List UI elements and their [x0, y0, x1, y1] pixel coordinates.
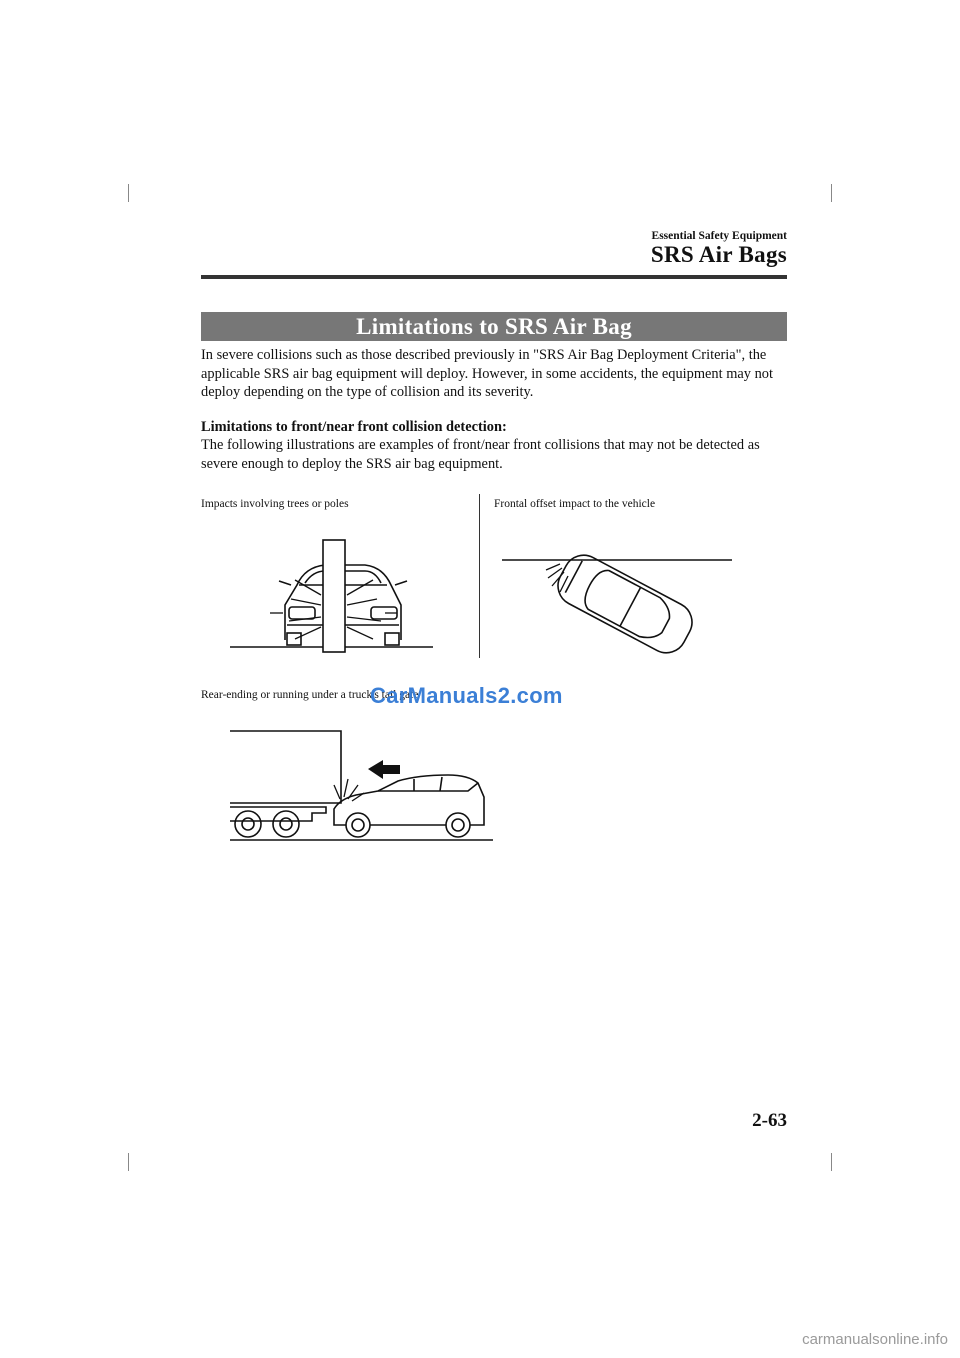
intro-paragraph: In severe collisions such as those described previously in "SRS Air Bag Deployment Criteria", the applicable SRS air bag equipment will deploy. However, in some accidents, the equipment may not deploy depending on the type of collision and its severity. [201, 347, 773, 400]
caption-pole-impact: Impacts involving trees or poles [201, 498, 349, 510]
header-rule [201, 275, 787, 279]
caption-truck-underride: Rear-ending or running under a truck's tail gate [201, 689, 419, 701]
column-divider [479, 494, 480, 658]
description-paragraph: The following illustrations are examples of front/near front collisions that may not be detected as severe enough to deploy the SRS air bag equipment. [201, 437, 760, 472]
crop-mark-top-right [831, 184, 832, 202]
watermark: CarManuals2.com [370, 683, 563, 708]
footer-watermark: carmanualsonline.info [802, 1331, 948, 1348]
crop-mark-top-left [128, 184, 129, 202]
section-title: Essential Safety Equipment [651, 230, 787, 242]
chapter-title: SRS Air Bags [650, 242, 787, 267]
pole-impact-illustration [225, 535, 440, 655]
crop-mark-bottom-right [831, 1153, 832, 1171]
crop-mark-bottom-left [128, 1153, 129, 1171]
page-number: 2-63 [752, 1110, 787, 1131]
section-banner: Limitations to SRS Air Bag [201, 312, 787, 341]
offset-impact-illustration [500, 552, 735, 657]
caption-offset-impact: Frontal offset impact to the vehicle [494, 498, 656, 510]
truck-underride-illustration [228, 727, 496, 845]
subheading: Limitations to front/near front collision detection: [201, 419, 507, 435]
